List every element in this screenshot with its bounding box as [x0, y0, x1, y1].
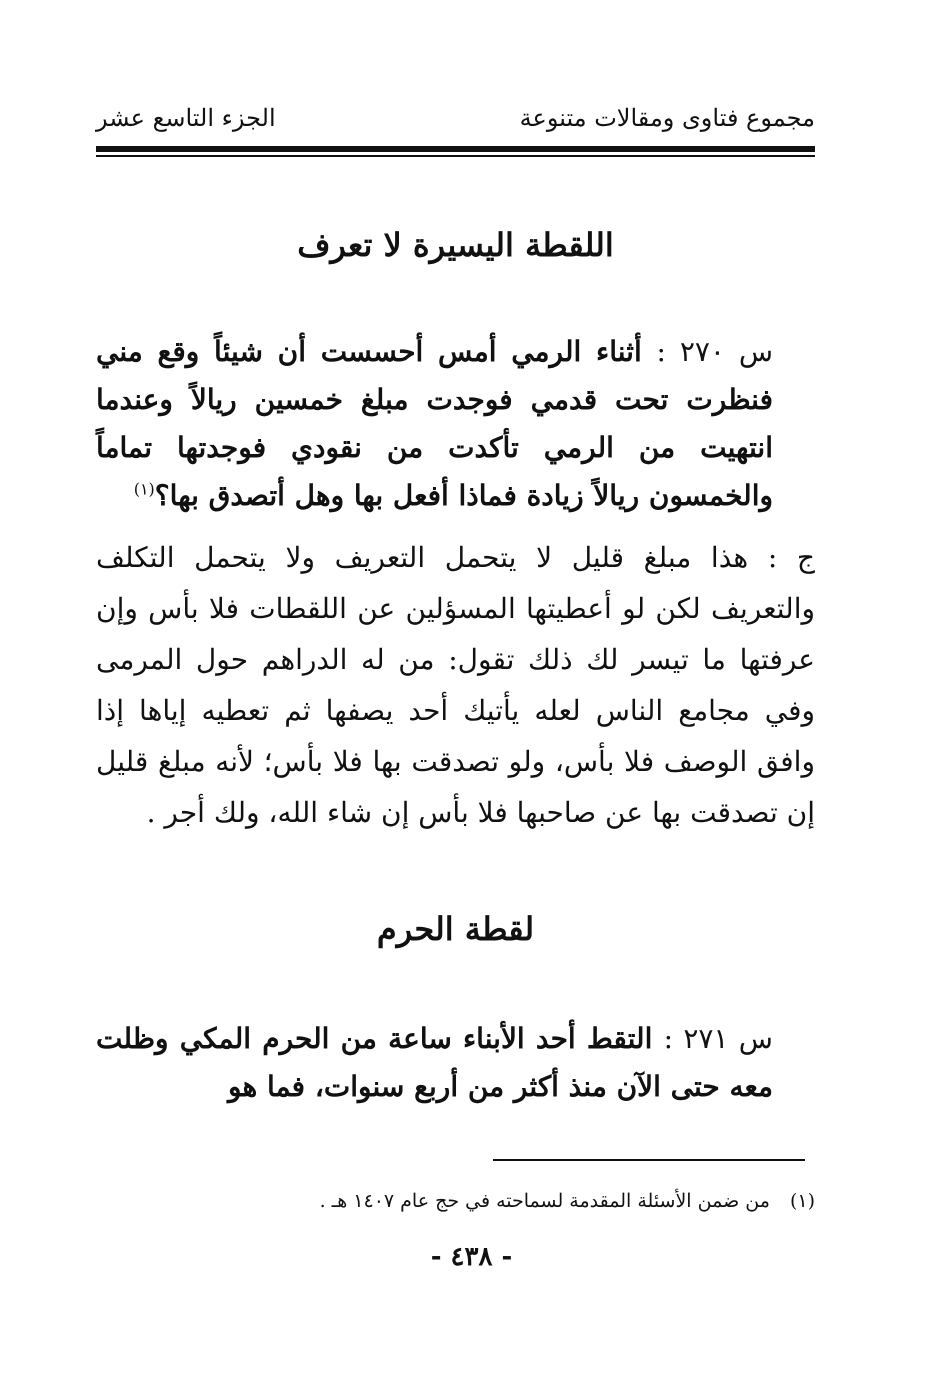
footnote-text: من ضمن الأسئلة المقدمة لسماحته في حج عام ١٤٠٧ هـ . [319, 1190, 770, 1212]
question-270 [96, 328, 773, 520]
answer-270 [96, 532, 815, 838]
header-rule-thick [96, 146, 815, 152]
answer-label: ج : [767, 541, 815, 574]
volume-label: الجزء التاسع عشر [96, 104, 276, 132]
header-rule-thin [96, 155, 815, 157]
question-text: التقط أحد الأبناء ساعة من الحرم المكي وظلت معه حتى الآن منذ أكثر من أربع سنوات، فما هو [96, 1022, 773, 1103]
question-label: س ٢٧١ : [663, 1022, 773, 1055]
question-271 [96, 1015, 773, 1111]
running-header [96, 104, 815, 144]
answer-text: هذا مبلغ قليل لا يتحمل التعريف ولا يتحمل التكلف والتعريف لكن لو أعطيتها المسؤلين عن اللقطات فلا بأس وإن عرفتها ما تيسر لك ذلك تقول: من له الدراهم حول المرمى وفي مجامع الناس لعله يأتيك أحد يصفها ثم تعطيه إياها إذا وافق الوصف فلا بأس، ولو تصدقت بها فلا بأس؛ لأنه مبلغ قليل إن تصدقت بها عن صاحبها فلا بأس إن شاء الله، ولك أجر . [96, 541, 815, 829]
book-title: مجموع فتاوى ومقالات متنوعة [519, 104, 815, 132]
footnote-ref[interactable]: (١) [133, 479, 155, 499]
footnote-marker: (١) [789, 1190, 815, 1212]
page-number: - ٤٣٨ - [430, 1242, 513, 1272]
section-heading-2: لقطة الحرم [376, 910, 535, 948]
question-text: أثناء الرمي أمس أحسست أن شيئاً وقع مني فنظرت تحت قدمي فوجدت مبلغ خمسين ريالاً وعندما انتهيت من الرمي تأكدت من نقودي فوجدتها تماماً والخمسون ريالاً زيادة فماذا أفعل بها وهل أتصدق بها؟ [96, 335, 773, 512]
footnote-separator [493, 1159, 805, 1161]
footnote [96, 1190, 815, 1212]
question-label: س ٢٧٠ : [656, 335, 773, 368]
section-heading-1: اللقطة اليسيرة لا تعرف [297, 226, 614, 264]
